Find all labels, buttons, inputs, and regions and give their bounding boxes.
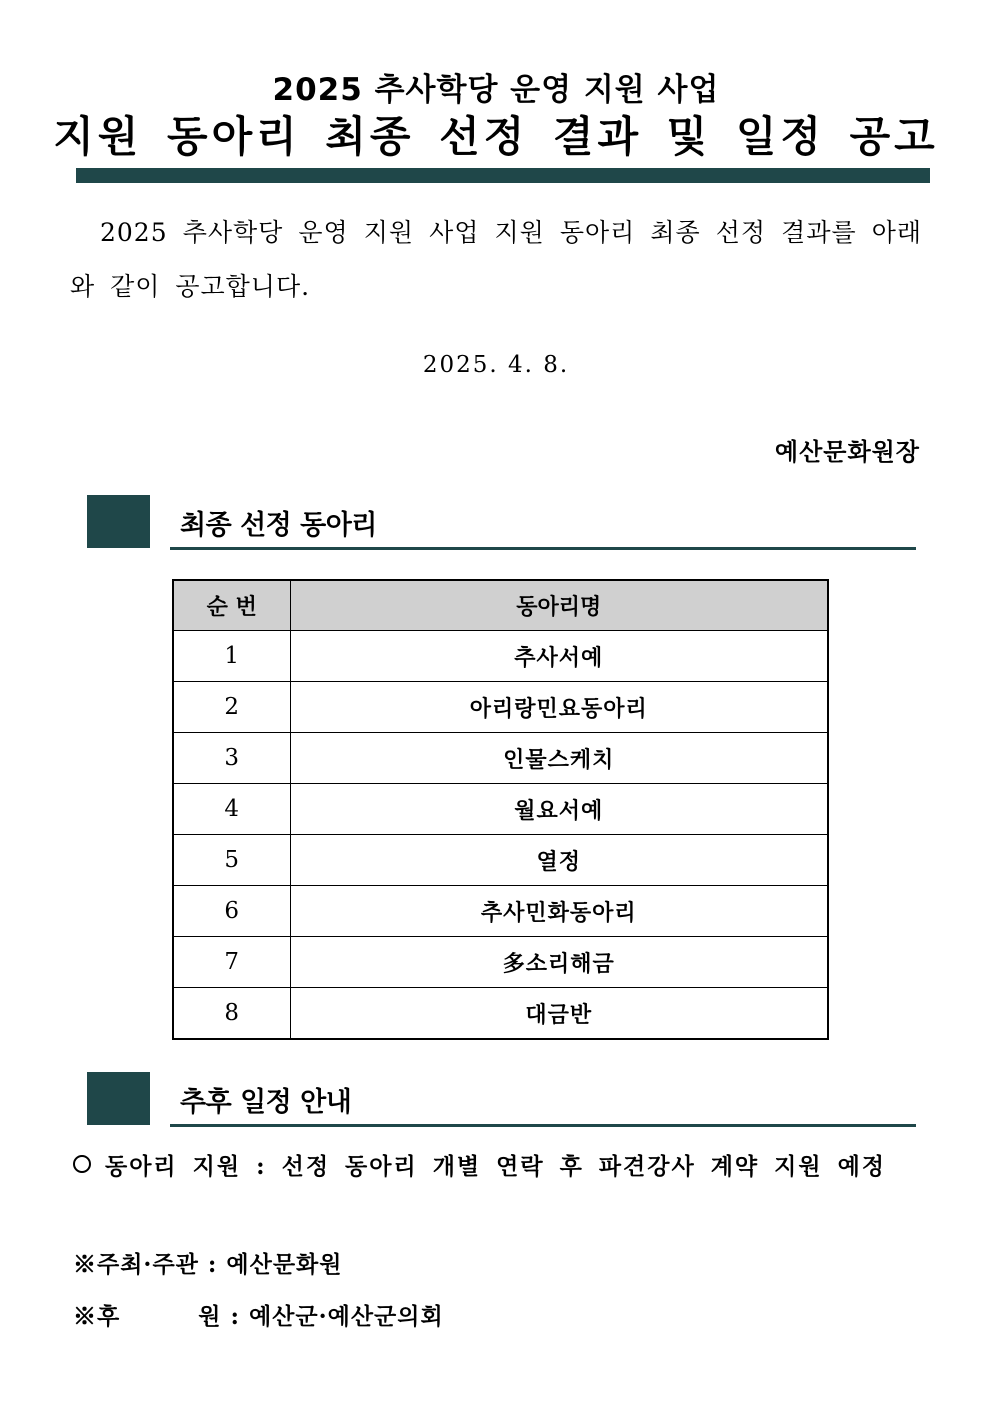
selected-clubs-table	[172, 579, 829, 1040]
row-club-name: 인물스케치	[290, 733, 828, 784]
row-club-name: 추사민화동아리	[290, 886, 828, 937]
row-club-name: 추사서예	[290, 631, 828, 682]
schedule-item	[73, 1148, 886, 1181]
section2-underline	[170, 1124, 916, 1127]
footer-sponsor-value: 예산군·예산군의회	[248, 1303, 444, 1330]
footer-sponsor-line	[73, 1298, 444, 1331]
row-number: 4	[173, 784, 290, 835]
intro-paragraph: 2025 추사학당 운영 지원 사업 지원 동아리 최종 선정 결과를 아래와 같이 공고합니다.	[70, 218, 922, 301]
row-club-name: 아리랑민요동아리	[290, 682, 828, 733]
row-club-name: 多소리해금	[290, 937, 828, 988]
title-underline-bar	[76, 168, 930, 183]
document-title-line1: 2025 추사학당 운영 지원 사업	[272, 72, 720, 108]
footer-sponsor-label-end: 원 :	[198, 1303, 240, 1330]
schedule-item-text: 동아리 지원 : 선정 동아리 개별 연락 후 파견강사 계약 지원 예정	[105, 1153, 887, 1180]
row-number: 2	[173, 682, 290, 733]
footer-host-value: 예산문화원	[226, 1251, 343, 1278]
footer-host-label: ※주최·주관 :	[73, 1251, 218, 1278]
document-title-line2: 지원 동아리 최종 선정 결과 및 일정 공고	[53, 112, 939, 161]
header-club-name: 동아리명	[290, 580, 828, 631]
table-row	[173, 886, 828, 937]
row-club-name: 월요서예	[290, 784, 828, 835]
row-number: 1	[173, 631, 290, 682]
section1-title: 최종 선정 동아리	[180, 510, 377, 541]
section2-marker-box	[87, 1072, 150, 1125]
row-number: 3	[173, 733, 290, 784]
header-number: 순 번	[173, 580, 290, 631]
row-number: 8	[173, 988, 290, 1040]
table-row	[173, 682, 828, 733]
row-number: 7	[173, 937, 290, 988]
table-row	[173, 631, 828, 682]
section2-title: 추후 일정 안내	[180, 1087, 352, 1118]
row-club-name: 열정	[290, 835, 828, 886]
issuer-name: 예산문화원장	[774, 437, 920, 466]
table-header-row	[173, 580, 828, 631]
section1-marker-box	[87, 495, 150, 548]
circle-bullet-icon	[73, 1155, 91, 1173]
table-row	[173, 835, 828, 886]
footer-host-line	[73, 1246, 343, 1279]
table-row	[173, 784, 828, 835]
row-number: 6	[173, 886, 290, 937]
row-club-name: 대금반	[290, 988, 828, 1040]
table-row	[173, 733, 828, 784]
section1-underline	[170, 547, 916, 550]
table-row	[173, 988, 828, 1040]
row-number: 5	[173, 835, 290, 886]
table-row	[173, 937, 828, 988]
announcement-date: 2025. 4. 8.	[422, 352, 570, 378]
footer-sponsor-label-start: ※후	[73, 1303, 121, 1330]
